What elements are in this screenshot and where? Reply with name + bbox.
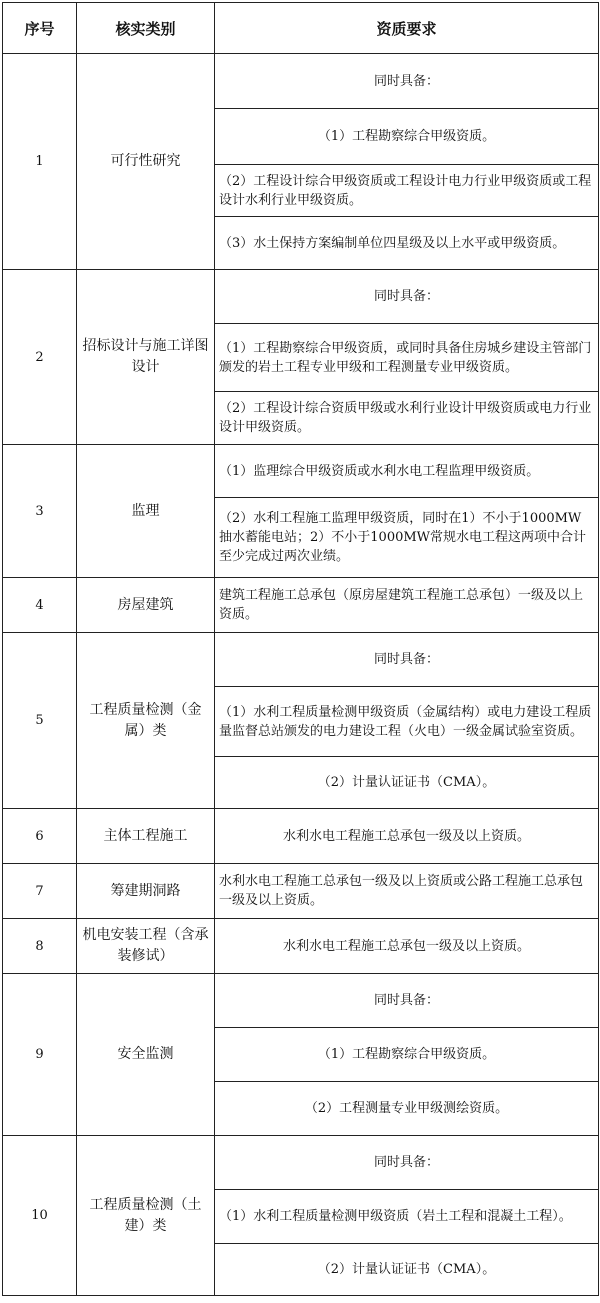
requirement-cell: 水利水电工程施工总承包一级及以上资质。 bbox=[215, 809, 599, 864]
requirement-cell: 水利水电工程施工总承包一级及以上资质。 bbox=[215, 919, 599, 974]
requirement-cell: （1）水利工程质量检测甲级资质（金属结构）或电力建设工程质量监督总站颁发的电力建设工程（火电）一级金属试验室资质。 bbox=[215, 687, 599, 757]
table-row bbox=[3, 54, 599, 109]
table-row bbox=[3, 270, 599, 324]
header-no: 序号 bbox=[3, 3, 77, 54]
row-category: 可行性研究 bbox=[77, 54, 215, 270]
requirement-cell: （1）工程勘察综合甲级资质。 bbox=[215, 1028, 599, 1082]
row-number: 9 bbox=[3, 974, 77, 1136]
table-row bbox=[3, 633, 599, 687]
row-category: 房屋建筑 bbox=[77, 578, 215, 633]
requirement-cell: （1）工程勘察综合甲级资质。 bbox=[215, 109, 599, 165]
table-row bbox=[3, 809, 599, 864]
requirement-cell: （1）工程勘察综合甲级资质，或同时具备住房城乡建设主管部门颁发的岩土工程专业甲级和工程测量专业甲级资质。 bbox=[215, 324, 599, 392]
row-number: 1 bbox=[3, 54, 77, 270]
requirement-cell: （2）计量认证证书（CMA）。 bbox=[215, 1244, 599, 1296]
row-category: 监理 bbox=[77, 445, 215, 578]
requirement-cell: 建筑工程施工总承包（原房屋建筑工程施工总承包）一级及以上资质。 bbox=[215, 578, 599, 633]
requirement-cell: （2）工程设计综合甲级资质或工程设计电力行业甲级资质或工程设计水利行业甲级资质。 bbox=[215, 165, 599, 217]
row-number: 6 bbox=[3, 809, 77, 864]
table-row bbox=[3, 919, 599, 974]
table-row bbox=[3, 445, 599, 498]
requirement-cell: 同时具备： bbox=[215, 1136, 599, 1190]
requirement-cell: （2）计量认证证书（CMA）。 bbox=[215, 757, 599, 809]
header-category: 核实类别 bbox=[77, 3, 215, 54]
requirement-cell: 同时具备： bbox=[215, 54, 599, 109]
table-row bbox=[3, 1136, 599, 1190]
row-category: 筹建期洞路 bbox=[77, 864, 215, 919]
row-number: 4 bbox=[3, 578, 77, 633]
requirement-cell: 同时具备： bbox=[215, 270, 599, 324]
header-requirement: 资质要求 bbox=[215, 3, 599, 54]
row-number: 2 bbox=[3, 270, 77, 445]
row-category: 安全监测 bbox=[77, 974, 215, 1136]
row-number: 5 bbox=[3, 633, 77, 809]
row-number: 10 bbox=[3, 1136, 77, 1296]
requirement-cell: （3）水土保持方案编制单位四星级及以上水平或甲级资质。 bbox=[215, 217, 599, 270]
requirement-cell: （1）水利工程质量检测甲级资质（岩土工程和混凝土工程）。 bbox=[215, 1190, 599, 1244]
table-row bbox=[3, 578, 599, 633]
row-number: 8 bbox=[3, 919, 77, 974]
row-category: 机电安装工程（含承装修试） bbox=[77, 919, 215, 974]
row-category: 工程质量检测（土建）类 bbox=[77, 1136, 215, 1296]
row-number: 3 bbox=[3, 445, 77, 578]
table-row bbox=[3, 974, 599, 1028]
requirement-cell: 同时具备： bbox=[215, 633, 599, 687]
table-row bbox=[3, 864, 599, 919]
qualification-table bbox=[2, 2, 599, 1296]
requirement-cell: （2）工程测量专业甲级测绘资质。 bbox=[215, 1082, 599, 1136]
requirement-cell: （2）水利工程施工监理甲级资质，同时在1）不小于1000MW抽水蓄能电站；2）不小于1000MW常规水电工程这两项中合计至少完成过两次业绩。 bbox=[215, 498, 599, 578]
header-row bbox=[3, 3, 599, 54]
requirement-cell: 水利水电工程施工总承包一级及以上资质或公路工程施工总承包一级及以上资质。 bbox=[215, 864, 599, 919]
row-category: 招标设计与施工详图设计 bbox=[77, 270, 215, 445]
row-category: 主体工程施工 bbox=[77, 809, 215, 864]
row-category: 工程质量检测（金属）类 bbox=[77, 633, 215, 809]
requirement-cell: （1）监理综合甲级资质或水利水电工程监理甲级资质。 bbox=[215, 445, 599, 498]
requirement-cell: 同时具备： bbox=[215, 974, 599, 1028]
row-number: 7 bbox=[3, 864, 77, 919]
requirement-cell: （2）工程设计综合资质甲级或水利行业设计甲级资质或电力行业设计甲级资质。 bbox=[215, 392, 599, 445]
